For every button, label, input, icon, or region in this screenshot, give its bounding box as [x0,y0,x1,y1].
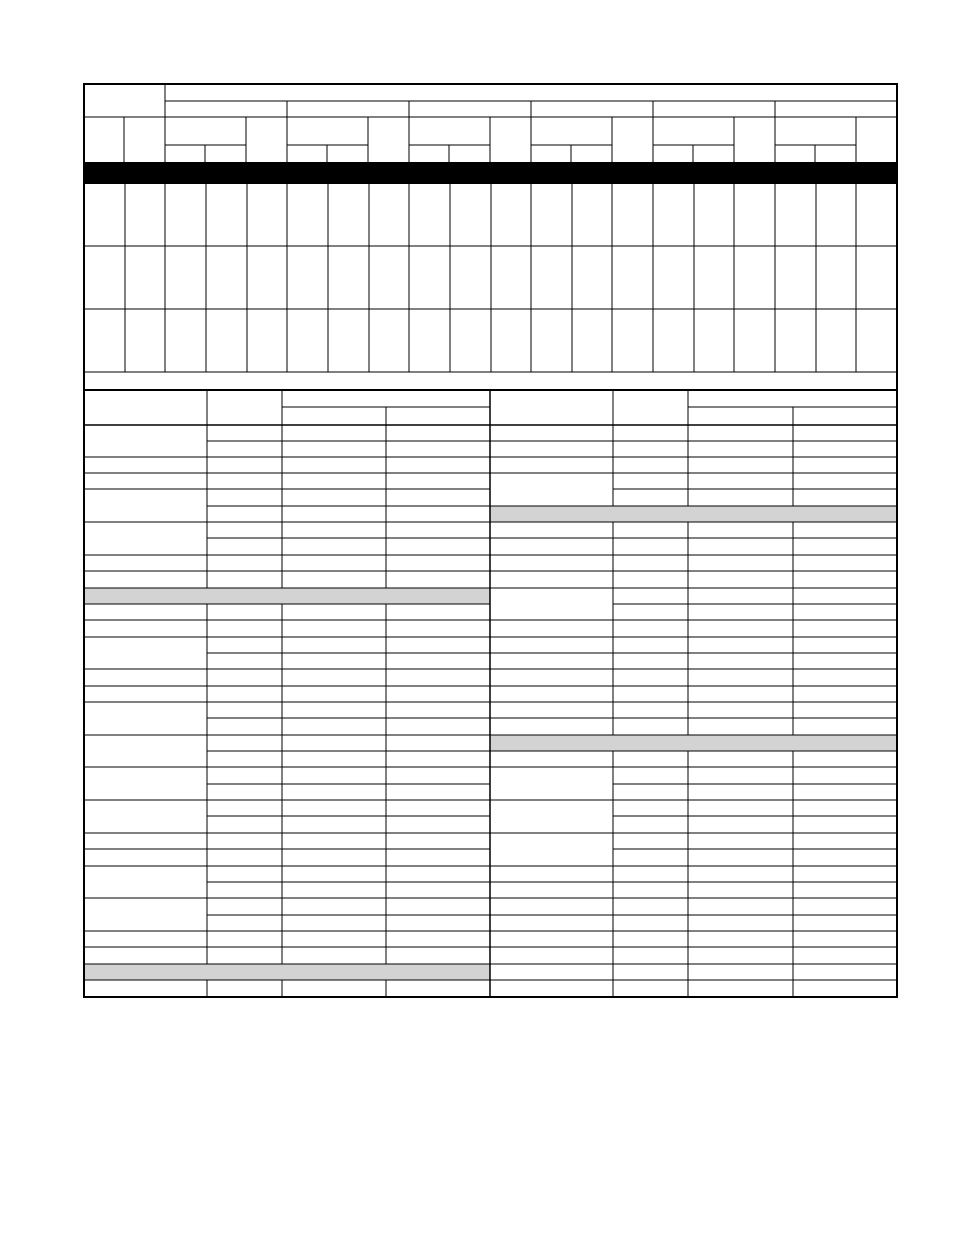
lower-table-grid [84,390,897,997]
upper-table-grid [84,84,897,390]
left-section-separator [84,964,490,980]
right-section-separator [490,735,897,751]
left-section-separator [84,588,490,604]
header-band [84,162,897,184]
right-section-separator [490,506,897,522]
